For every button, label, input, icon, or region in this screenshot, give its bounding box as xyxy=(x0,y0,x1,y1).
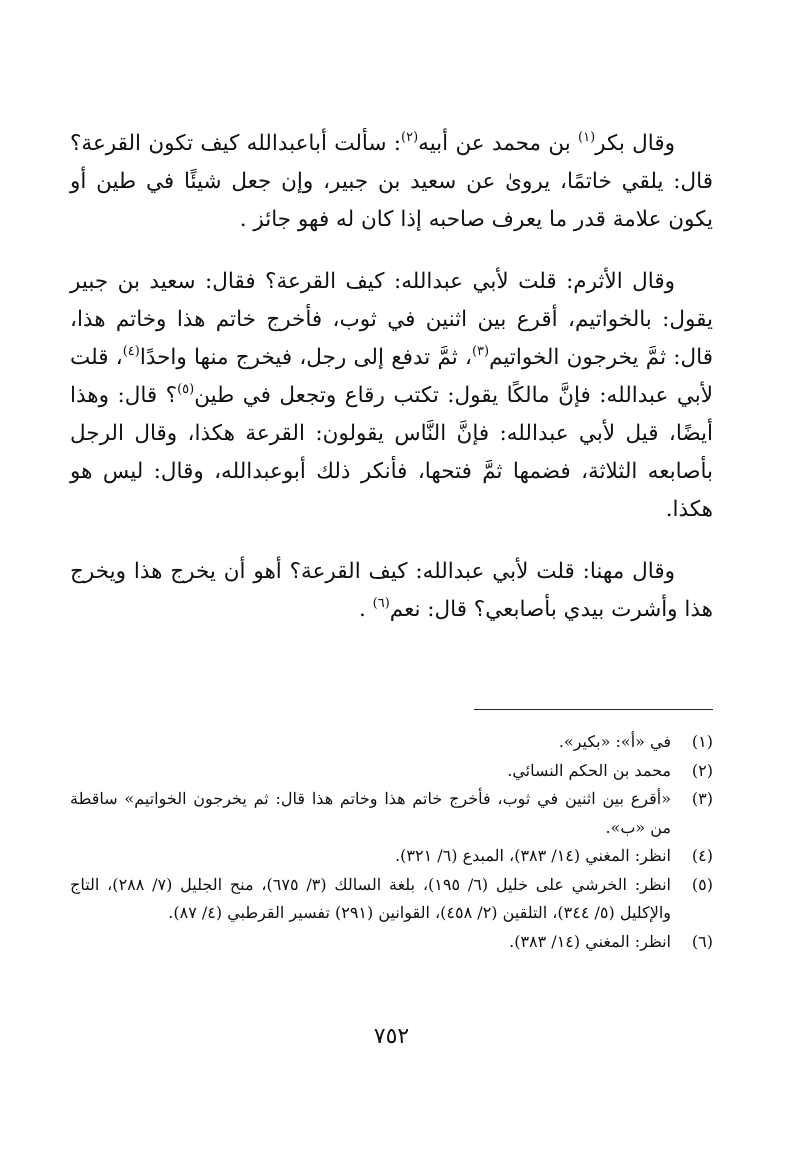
footnote-1 xyxy=(70,728,713,757)
paragraph-2 xyxy=(70,263,713,529)
footnote-number: (٤) xyxy=(691,846,713,865)
footnote-marker-4: (٤) xyxy=(122,344,140,359)
footnote-text: انظر: المغني (١٤/ ٣٨٣)، المبدع (٦/ ٣٢١). xyxy=(395,846,671,865)
footnote-text: انظر: الخرشي على خليل (٦/ ١٩٥)، بلغة السالك (٣/ ٦٧٥)، منح الجليل (٧/ ٢٨٨)، التاج والإكليل (٥/ ٣٤٤)، التلقين (٢/ ٤٥٨)، القوانين (٢٩١) تفسير القرطبي (٤/ ٨٧). xyxy=(70,874,672,922)
text-segment: . xyxy=(358,597,373,622)
footnote-number: (٢) xyxy=(691,760,713,780)
book-page xyxy=(70,0,713,1166)
footnote-number: (٥) xyxy=(691,874,713,894)
text-segment: ؟ قال: وهذا أيضًا، قيل لأبي عبدالله: فإنَّ النَّاس يقولون: القرعة هكذا، وقال الرجل بأصابعه الثلاثة، فضمها ثمَّ فتحها، فأنكر ذلك أبوعبدالله، وقال: ليس هو هكذا. xyxy=(70,383,713,522)
footnote-number: (٦) xyxy=(691,931,713,951)
text-segment: ، ثمَّ تدفع إلى رجل، فيخرج منها واحدًا xyxy=(139,345,472,370)
footnote-text: «أقرع بين اثنين في ثوب، فأخرج خاتم هذا وخاتم هذا قال: ثم يخرجون الخواتيم» ساقطة من «ب». xyxy=(70,789,671,837)
footnote-marker-1: (١) xyxy=(578,130,596,145)
footnote-number: (١) xyxy=(691,732,713,751)
footnote-marker-5: (٥) xyxy=(177,382,195,397)
footnote-separator xyxy=(474,709,713,710)
text-segment: ، قلت لأبي عبدالله: فإنَّ مالكًا يقول: تكتب رقاع وتجعل في طين xyxy=(70,345,713,408)
footnote-text: محمد بن الحكم النسائي. xyxy=(507,760,671,780)
footnote-marker-3: (٣) xyxy=(471,344,490,359)
text-segment: وقال مهنا: قلت لأبي عبدالله: كيف القرعة؟ أهو أن يخرج هذا ويخرج هذا وأشرت بيدي بأصابعي؟ قال: نعم xyxy=(70,559,713,622)
footnote-marker-6: (٦) xyxy=(372,596,390,611)
footnote-4 xyxy=(70,842,713,871)
page-number: ٧٥٢ xyxy=(373,1024,410,1049)
footnote-text: في «أ»: «بكير». xyxy=(558,732,671,751)
text-segment: وقال الأثرم: قلت لأبي عبدالله: كيف القرعة؟ فقال: سعيد بن جبير يقول: بالخواتيم، أقرع بين اثنين في ثوب، فأخرج خاتم هذا وخاتم هذا، قال: ثمَّ يخرجون الخواتيم xyxy=(70,269,713,370)
text-segment: وقال بكر xyxy=(595,131,676,156)
paragraph-1 xyxy=(70,125,713,239)
footnote-3 xyxy=(70,785,713,842)
paragraph-3 xyxy=(70,553,713,629)
text-segment: : سألت أباعبدالله كيف تكون القرعة؟ قال: يلقي خاتمًا، يروىٰ عن سعيد بن جبير، وإن جعل شيئًا في طين أو يكون علامة قدر ما يعرف صاحبه إذا كان له فهو جائز . xyxy=(70,131,713,232)
footnotes-list xyxy=(70,728,713,956)
main-text xyxy=(70,125,713,629)
text-segment: بن محمد عن أبيه xyxy=(418,131,579,156)
footnote-5 xyxy=(70,871,713,928)
footnote-text: انظر: المغني (١٤/ ٣٨٣). xyxy=(509,931,671,951)
footnote-marker-2: (٢) xyxy=(401,130,419,145)
footnote-2 xyxy=(70,757,713,786)
footnote-number: (٣) xyxy=(691,789,713,808)
footnote-6 xyxy=(70,928,713,957)
